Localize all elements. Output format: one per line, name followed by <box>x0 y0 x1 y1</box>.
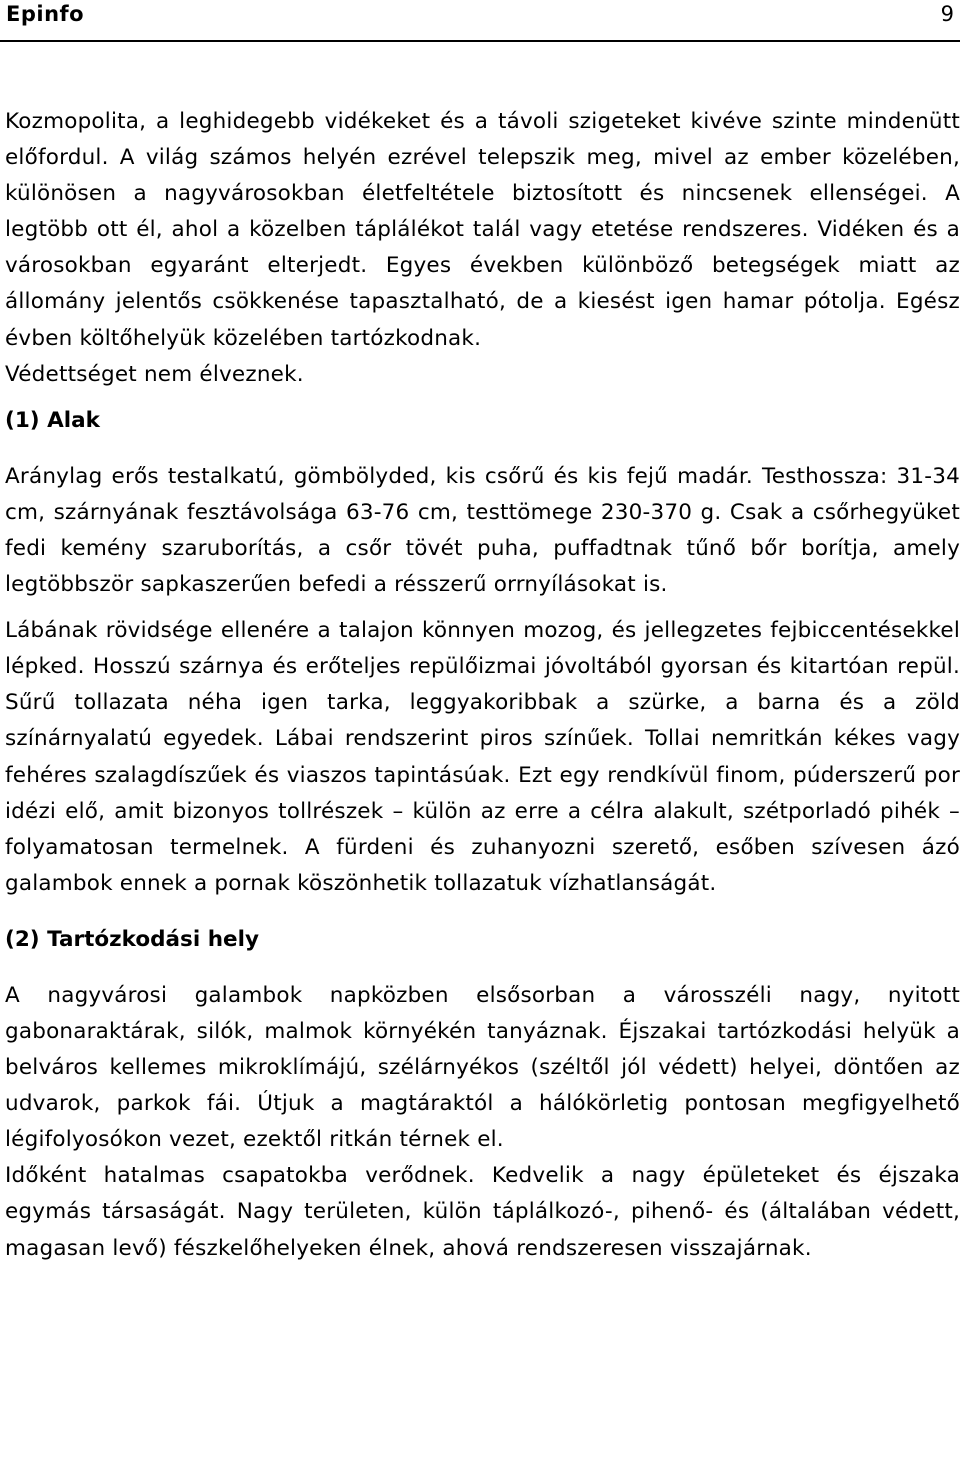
protection-status-line: Védettséget nem élveznek. <box>5 361 304 387</box>
habitat-paragraph-2: Időként hatalmas csapatokba verődnek. Kedvelik a nagy épületeket és éjszaka egymás társaságát. Nagy területen, külön táplálkozó-, pihenő- és (általában védett, magasan levő) fészkelőhelyeken élnek, ahová rendszeresen visszajárnak. <box>5 1163 960 1261</box>
shape-paragraph-2: Lábának rövidsége ellenére a talajon könnyen mozog, és jellegzetes fejbiccentésekkel lépked. Hosszú szárnya és erőteljes repülőizmai jóvoltából gyorsan és kitartóan repül. Sűrű tollazata néha igen tarka, leggyakoribbak a szürke, a barna és a zöld színárnyalatú egyedek. Lábai rendszerint piros színűek. Tollai nemritkán kékes vagy fehéres szalagdíszűek és viaszos tapintásúak. Ezt egy rendkívül finom, púderszerű por idézi elő, amit bizonyos tollrészek – külön az erre a célra alakult, szétporladó pihék – folyamatosan termelnek. A fürdeni és zuhanyozni szerető, esőben szívesen ázó galambok ennek a pornak köszönhetik tollazatuk vízhatlanságát. <box>5 618 960 896</box>
section-heading-habitat: (2) Tartózkodási hely <box>5 926 259 952</box>
page-number: 9 <box>940 2 954 26</box>
intro-paragraph: Kozmopolita, a leghidegebb vidékeket és a távoli szigeteket kivéve szinte mindenütt előfordul. A világ számos helyén ezrével telepszik meg, mivel az ember közelében, különösen a nagyvárosokban életfeltétele biztosított és nincsenek ellenségei. A legtöbb ott él, ahol a közelben táplálékot talál vagy etetése rendszeres. Vidéken és a városokban egyaránt elterjedt. Egyes években különböző betegségek miatt az állomány jelentős csökkenése tapasztalható, de a kiesést igen hamar pótolja. Egész évben költőhelyük közelében tartózkodnak. <box>5 109 960 351</box>
brand-logo-text: Epinfo <box>6 2 85 26</box>
habitat-paragraph-1: A nagyvárosi galambok napközben elsősorban a városszéli nagy, nyitott gabonaraktárak, silók, malmok környékén tanyáznak. Éjszakai tartózkodási helyük a belváros kellemes mikroklímájú, szélárnyékos (széltől jól védett) helyei, döntően az udvarok, parkok fái. Útjuk a magtáraktól a hálókörletig pontosan megfigyelhető légifolyosókon vezet, ezektől ritkán térnek el. <box>5 982 960 1153</box>
section-heading-shape: (1) Alak <box>5 407 100 433</box>
page-header <box>0 0 960 42</box>
document-body <box>5 104 960 1267</box>
shape-paragraph-1: Aránylag erős testalkatú, gömbölyded, kis csőrű és kis fejű madár. Testhossza: 31-34 cm, szárnyának fesztávolsága 63-76 cm, testtömege 230-370 g. Csak a csőrhegyüket fedi kemény szaruborítás, a csőr tövét puha, puffadtnak tűnő bőr borítja, amely legtöbbször sapkaszerűen befedi a résszerű orrnyílásokat is. <box>5 463 960 598</box>
